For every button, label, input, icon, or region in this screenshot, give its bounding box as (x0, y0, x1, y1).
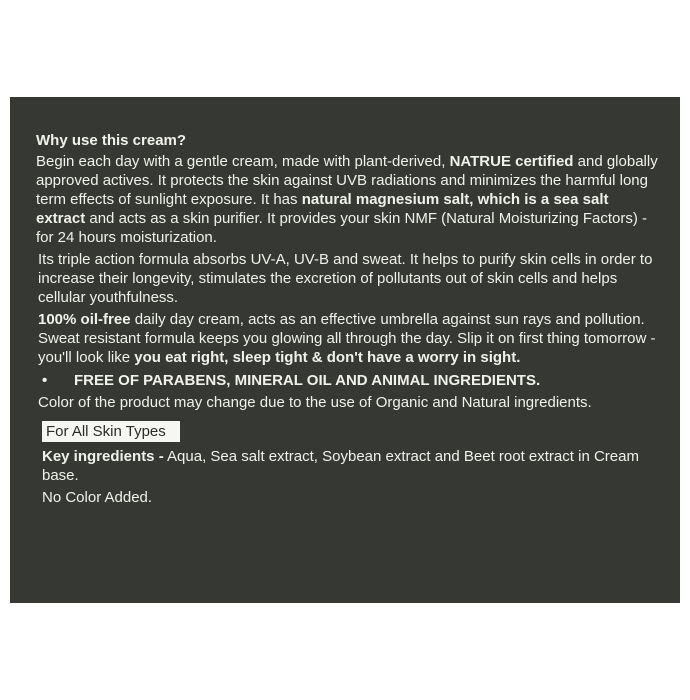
intro-text-3: and acts as a skin purifier. It provides your skin NMF (Natural Moisturizing Factors) - for 24 hours moisturization. (36, 210, 648, 246)
oil-free-text: 100% oil-free (38, 311, 131, 328)
color-note: Color of the product may change due to the use of Organic and Natural ingredients. (38, 394, 592, 411)
key-ingredients-text: Aqua, Sea salt extract, Soybean extract and Beet root extract in Cream base. (42, 448, 639, 484)
oil-free-paragraph (36, 310, 658, 367)
oil-free-body: daily day cream, acts as an effective umbrella against sun rays and pollution. Sweat resistant formula keeps you glowing all through the day. Slip it on first thing tomorrow - you'll look like (38, 311, 656, 366)
intro-text-1: Begin each day with a gentle cream, made with plant-derived, (36, 153, 450, 170)
key-ingredients-label: Key ingredients - (42, 448, 164, 465)
no-color-note: No Color Added. (42, 489, 153, 506)
intro-text-2: and globally approved actives. It protects the skin against UVB radiations and minimizes the harmful long term effects of sunlight exposure. It has (36, 153, 658, 208)
section-heading: Why use this cream? (36, 132, 187, 149)
skin-types-badge: For All Skin Types (42, 421, 180, 442)
product-description (36, 131, 658, 507)
natrue-certified-text: NATRUE certified (449, 153, 574, 170)
product-info-panel (10, 97, 680, 603)
tagline-text: you eat right, sleep tight & don't have a worry in sight. (134, 349, 521, 366)
key-ingredients (36, 447, 658, 485)
triple-action-paragraph: Its triple action formula absorbs UV-A, UV-B and sweat. It helps to purify skin cells in order to increase their longevity, stimulates the excretion of pollutants out of skin cells and helps cellular youthfulness. (38, 251, 653, 306)
bullet-icon: • (42, 372, 48, 389)
magnesium-salt-text: natural magnesium salt, which is a sea salt extract (36, 191, 609, 227)
free-of-text: FREE OF PARABENS, MINERAL OIL AND ANIMAL INGREDIENTS. (74, 372, 541, 389)
intro-paragraph (36, 152, 658, 247)
free-of-bullet (36, 371, 658, 390)
